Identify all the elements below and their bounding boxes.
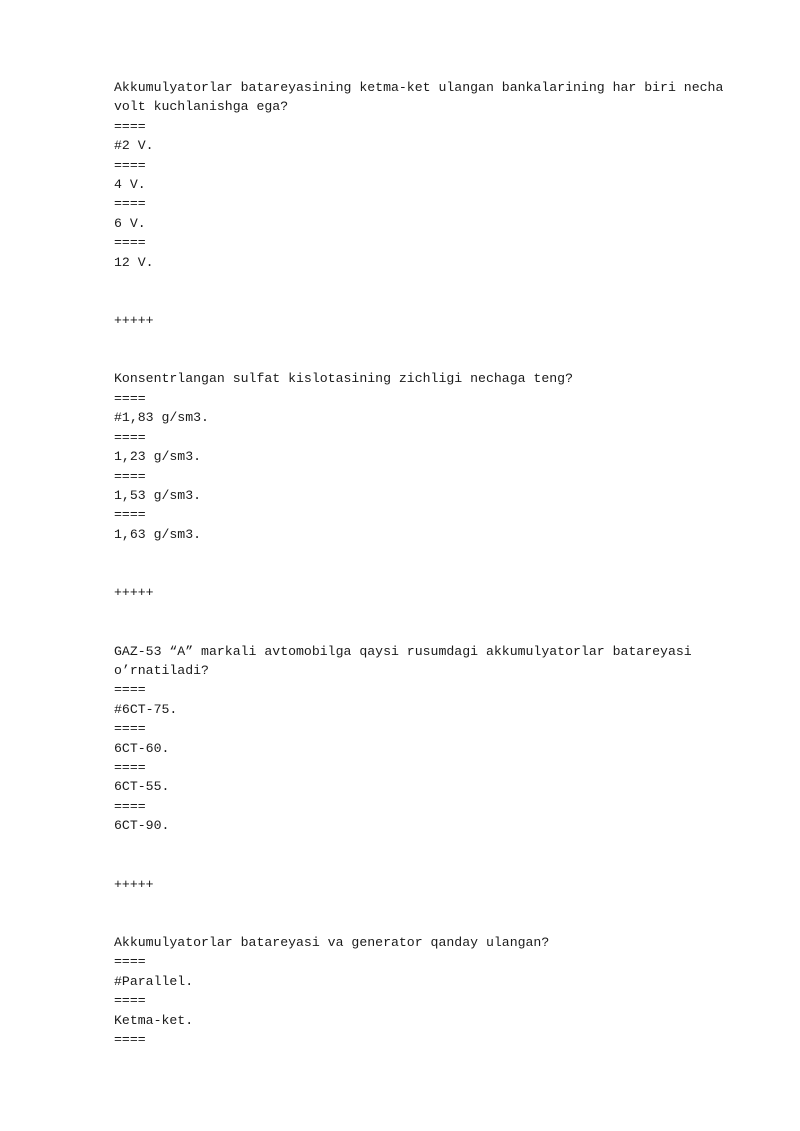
block-separator: +++++	[114, 313, 154, 329]
spacer	[114, 894, 754, 933]
question-block-2	[114, 369, 754, 544]
answer-option: 6CT-60.	[114, 740, 170, 756]
spacer	[114, 603, 754, 642]
document-page	[114, 78, 754, 1049]
spacer	[114, 330, 754, 369]
question-text: GAZ-53 “A” markali avtomobilga qaysi rusumdagi akkumulyatorlar batareyasi o’rnatiladi?	[114, 643, 692, 678]
answer-option: 1,23 g/sm3.	[114, 449, 202, 465]
answer-option: 6 V.	[114, 215, 146, 231]
answer-option: #2 V.	[114, 138, 154, 154]
answer-separator: ====	[114, 993, 146, 1009]
spacer	[114, 544, 754, 583]
question-text: Konsentrlangan sulfat kislotasining zichligi nechaga teng?	[114, 371, 573, 387]
answer-separator: ====	[114, 235, 146, 251]
answer-option: 4 V.	[114, 177, 146, 193]
answer-separator: ====	[114, 1032, 146, 1048]
answer-separator: ====	[114, 390, 146, 406]
question-block-4	[114, 933, 754, 1049]
block-separator: +++++	[114, 876, 154, 892]
answer-separator: ====	[114, 721, 146, 737]
answer-separator: ====	[114, 759, 146, 775]
question-block-1	[114, 78, 754, 272]
question-text: Akkumulyatorlar batareyasi va generator qanday ulangan?	[114, 935, 550, 950]
answer-option: #6CT-75.	[114, 701, 178, 717]
answer-separator: ====	[114, 468, 146, 484]
answer-option: #1,83 g/sm3.	[114, 410, 209, 426]
answer-separator: ====	[114, 798, 146, 814]
spacer	[114, 272, 754, 311]
question-block-3	[114, 642, 754, 836]
answer-option: Ketma-ket.	[114, 1012, 194, 1028]
question-text: Akkumulyatorlar batareyasining ketma-ket ulangan bankalarining har biri necha volt kuchlanishga ega?	[114, 80, 724, 115]
answer-option: 1,53 g/sm3.	[114, 487, 202, 503]
answer-separator: ====	[114, 954, 146, 970]
answer-separator: ====	[114, 429, 146, 445]
answer-separator: ====	[114, 507, 146, 523]
answer-option: #Parallel.	[114, 973, 194, 989]
answer-separator: ====	[114, 157, 146, 173]
answer-option: 6CT-90.	[114, 818, 170, 834]
answer-option: 6CT-55.	[114, 779, 170, 795]
answer-option: 12 V.	[114, 254, 154, 270]
answer-separator: ====	[114, 118, 146, 134]
answer-option: 1,63 g/sm3.	[114, 526, 202, 542]
block-separator: +++++	[114, 585, 154, 601]
answer-separator: ====	[114, 196, 146, 212]
answer-separator: ====	[114, 682, 146, 698]
spacer	[114, 836, 754, 875]
